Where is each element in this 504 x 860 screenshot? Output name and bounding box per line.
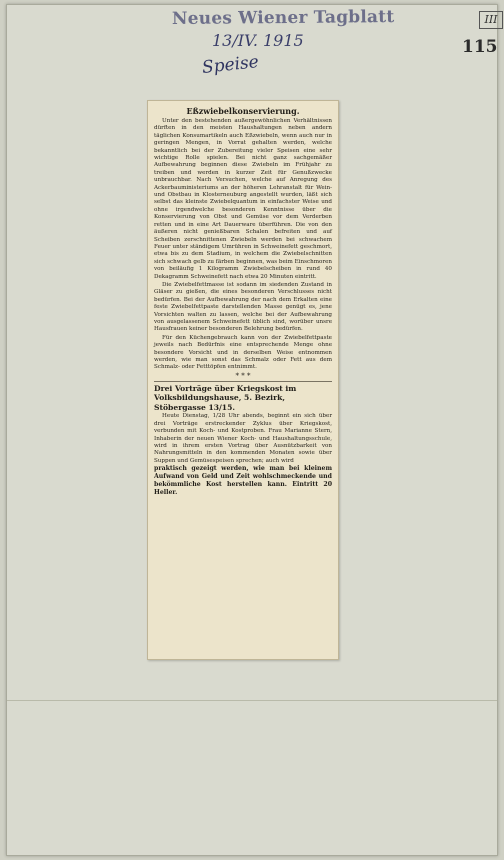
article-headline: Eßzwiebelkonservierung. [186, 106, 300, 116]
article-paragraph: Die Zwiebelfettmasse ist sodann im siedenden Zustand in Gläser zu gießen, die eines besonderen Verschlusses nicht bedürfen. Bei der Aufbewahrung der nach dem Erkalten eine feste Zwiebelfettpaste darstellenden Masse genügt es, jene Vorsichten walten zu lassen, welche bei der Aufbewahrung von ausgelassenem Schweinefett üblich sind, worüber unsre Hausfrauen keiner besonderen Belehrung bedürfen. [154, 281, 332, 333]
second-article-closing: praktisch gezeigt werden, wie man bei kleinem Aufwand von Geld und Zeit wohlschmeckende und bekömmliche Kost herstellen kann. Eintritt 20 Heller. [154, 465, 332, 496]
newspaper-clipping [147, 100, 339, 660]
second-article-headline: Drei Vorträge über Kriegskost im Volksbildungshause, 5. Bezirk, Stöbergasse 13/15. [154, 381, 332, 413]
section-divider: * * * [235, 371, 251, 380]
article-paragraph: Unter den bestehenden außergewöhnlichen Verhältnissen dürften in den meisten Haushaltungen neben andern täglichen Konsumartikeln auch Eßzwiebeln, wenn auch nur in geringen Mengen, in Vorrat gehalten werden, welche bekanntlich bei der Zubereitung vieler Speisen eine sehr wichtige Rolle spielen. Bei nicht ganz sachgemäßer Aufbewahrung beginnen diese Zwiebeln im Frühjahr zu treiben und werden in kurzer Zeit für Genußzwecke unbrauchbar. Nach Versuchen, welche auf Anregung des Ackerbauministeriums an der höheren Lehranstalt für Wein- und Obstbau in Klosterneuburg angestellt wurden, läßt sich selbst das kleinste Zwiebelquantum in einfachster Weise und ohne irgendwelche besonderen Kenntnisse über die Konservierung von Obst und Gemüse vor dem Verderben retten und in eine Art Dauerware überführen. Die von den äußeren nicht genießbaren Schalen befreiten und auf Scheiben zerschnittenen Zwiebeln werden bei schwachem Feuer unter ständigem Umrühren in Schweinefett geschmort, etwa bis zu dem Stadium, in welchem die Zwiebelschnitten sich schwach gelb zu färben beginnen, was beim Einschmoren von beiläufig 1 Kilogramm Zwiebelscheiben in rund 40 Dekagramm Schweinefett nach etwa 20 Minuten eintritt. [154, 118, 332, 280]
handwritten-date: 13/IV. 1915 [212, 31, 304, 50]
archive-sheet [6, 4, 498, 856]
sheet-fold-line [7, 700, 497, 701]
second-article-paragraph: Heute Dienstag, 1/28 Uhr abends, beginnt ein sich über drei Vorträge erstreckender Zyklus über Kriegskost, verbunden mit Koch- und Kostproben. Frau Marianne Stern, Inhaberin der neuen Wiener Koch- und Haushaltungsschule, wird in ihrem ersten Vortrag über Ausnützbarkeit von Nahrungsmitteln in den kommenden Monaten sowie über Suppen und Gemüsespeisen sprechen; auch wird [154, 413, 332, 464]
corner-mark: III [479, 11, 503, 29]
page-number: 115 [462, 37, 498, 57]
article-paragraph: Für den Küchengebrauch kann von der Zwiebelfettpaste jeweils nach Bedürfnis eine entsprechende Menge ohne besondere Vorsicht und in derselben Weise entnommen werden, wie man sonst das Schmalz oder Fett aus dem Schmalz- oder Fetttöpfen entnimmt. [154, 334, 332, 371]
handwritten-note: Speise [201, 52, 260, 78]
newspaper-name-stamp: Neues Wiener Tagblatt [171, 7, 395, 29]
